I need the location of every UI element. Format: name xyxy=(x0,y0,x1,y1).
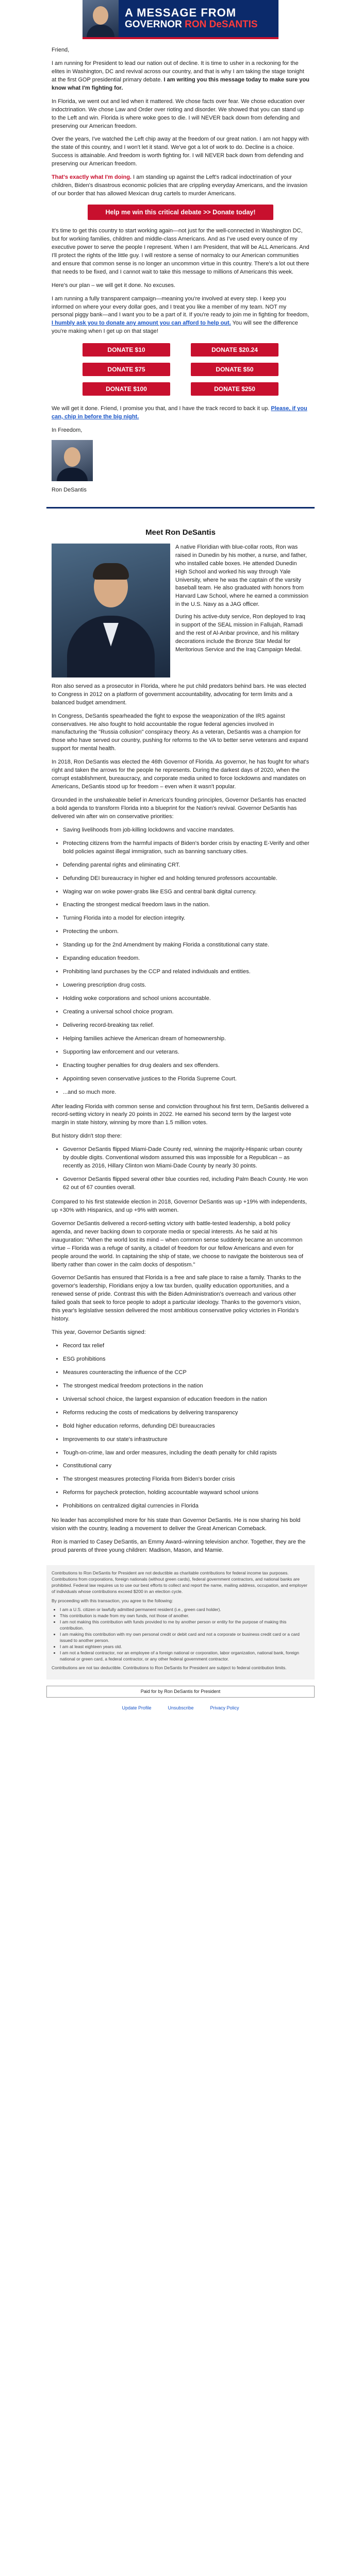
letter-paragraph: Over the years, I've watched the Left chip away at the freedom of our great nation. I am not happy with the state of this country, and I won't let it stand. We've got a lot of work to do. Decline is a choice. Success is attainable. And freedom is worth fighting for. I will NEVER back down from defending and preserving our American freedom. xyxy=(52,136,309,167)
bio-paragraph: In Congress, DeSantis spearheaded the fight to expose the weaponization of the IRS against conservatives. He also fought to hold accountable the rogue federal agencies involved in manufacturing the "Russia collusion" conspiracy theory. As a veteran, DeSantis was a champion for those who have served our country, pushing for reforms to the VA to better serve veterans and expand support for mental health. xyxy=(52,713,308,752)
list-item: • Protecting the unborn. xyxy=(63,928,309,936)
list-item: • Appointing seven conservative justices to the Florida Supreme Court. xyxy=(63,1075,309,1083)
update-profile-link[interactable]: Update Profile xyxy=(122,1705,152,1711)
letter-body xyxy=(46,39,315,495)
list-item: • Prohibiting land purchases by the CCP and related individuals and entities. xyxy=(63,968,309,976)
donate-button-100[interactable]: DONATE $100 xyxy=(83,382,170,396)
list-item: • Waging war on woke power-grabs like ESG and central bank digital currency. xyxy=(63,888,309,896)
disclaimer-text: Contributions to Ron DeSantis for President are not deductible as charitable contributions for federal income tax purposes. Contributions from corporations, foreign nationals (without green cards), federal government contractors, and national banks are prohibited. Federal law requires us to use our best efforts to collect and report the name, mailing address, occupation, and employer of individuals whose contributions exceed $200 in an election cycle. xyxy=(52,1570,307,1594)
signoff: In Freedom, xyxy=(52,427,83,434)
disclaimer-text: Contributions are not tax deductible. Contributions to Ron DeSantis for President are subject to federal contribution limits. xyxy=(52,1665,287,1671)
greeting: Friend, xyxy=(52,47,70,53)
list-item: • I am not making this contribution with funds provided to me by another person or entity for the purpose of making this contribution. xyxy=(60,1619,309,1632)
list-item: • The strongest medical freedom protections in the nation xyxy=(63,1382,309,1391)
donate-button-grid xyxy=(83,343,278,396)
bio-paragraph: Ron is married to Casey DeSantis, an Emmy Award–winning television anchor. Together, they are the proud parents of three young children: Madison, Mason, and Mamie. xyxy=(52,1539,306,1553)
email-header-banner xyxy=(83,0,278,39)
signature-name: Ron DeSantis xyxy=(52,487,87,494)
list-item: • Expanding education freedom. xyxy=(63,955,309,963)
list-item: • Saving livelihoods from job-killing lockdowns and vaccine mandates. xyxy=(63,826,309,835)
header-name: RON DeSANTIS xyxy=(185,19,258,30)
letter-paragraph: That's exactly what I'm doing. I am standing up against the Left's radical indoctrination of your children, Biden's disastrous economic policies that are crippling everyday Americans, and the invasion of our border that has allowed Mexican drug cartels to murder Americans. xyxy=(52,174,308,197)
bio-paragraph: Governor DeSantis has ensured that Florida is a free and safe place to raise a family. Thanks to the governor's leadership, Floridians enjoy a low tax burden, quality education opportunities, and a renewed sense of pride. Contrast this with the Biden Administration's overreach and various other failed goals that seek to force people to adopt a particular ideology. Thanks to the governor's vision, this year's legislative session delivered the most ambitious conservative policy victories in Florida's history. xyxy=(52,1275,301,1323)
list-item: • ...and so much more. xyxy=(63,1089,309,1097)
bio-paragraph: Ron also served as a prosecutor in Florida, where he put child predators behind bars. He was elected to Congress in 2012 on a platform of government accountability, advocating for term limits and a balanced budget amendment. xyxy=(52,683,306,706)
bio-paragraph: Compared to his first statewide election in 2018, Governor DeSantis was up +19% with independents, up +30% with Hispanics, and up +9% with women. xyxy=(52,1198,307,1213)
letter-paragraph: In Florida, we went out and led when it mattered. We chose facts over fear. We chose education over indoctrination. We chose Law and Order over rioting and disorder. We showed that you can stand up to the Left and win. Florida is where woke goes to die. I will NEVER back down from defending and preserving our American freedom. xyxy=(52,98,305,129)
disclaimer-text: By proceeding with this transaction, you agree to the following: xyxy=(52,1598,173,1603)
privacy-policy-link[interactable]: Privacy Policy xyxy=(210,1705,239,1711)
list-item: • ESG prohibitions xyxy=(63,1355,309,1364)
list-item: • Helping families achieve the American dream of homeownership. xyxy=(63,1035,309,1043)
list-item: • Standing up for the 2nd Amendment by making Florida a constitutional carry state. xyxy=(63,941,309,950)
emphasis-text: I am writing you this message today to make sure you know what I'm fighting for. xyxy=(52,76,309,91)
bio-section xyxy=(46,520,315,1555)
bio-intro xyxy=(52,544,309,677)
list-item: • Defending parental rights and eliminating CRT. xyxy=(63,861,309,870)
bio-paragraph: Governor DeSantis delivered a record-setting victory with battle-tested leadership, a bold policy agenda, and never backing down to corporate media or special interests. As he said at his inauguration: "When the world lost its mind – when common sense suddenly became an uncommon virtue – Florida was a refuge of sanity, a citadel of freedom for our fellow Americans and even for people around the world. In captaining the ship of state, we choose to navigate the boisterous sea of liberty rather than cower in the calm docks of despotism." xyxy=(52,1220,303,1268)
letter-paragraph: It's time to get this country to start working again—not just for the well-connected in Washington DC, but for working families, children and middle-class Americans. And as I've used every ounce of my executive power to serve the people I represent. When I am President, that will be ALL Americans. And I'll protect the rights of the little guy. I will restore a sense of normalcy to our American communities and ensure that common sense is no longer an uncommon virtue in this country. There's a lot out there that needs to be fixed, and I cannot wait to take this message to millions of Americans this week. xyxy=(52,228,309,275)
donate-inline-link[interactable]: I humbly ask you to donate any amount you can afford to help out. xyxy=(52,320,231,327)
candidate-header-photo xyxy=(83,0,119,37)
list-item: • Measures counteracting the influence of the CCP xyxy=(63,1369,309,1377)
legal-disclaimer xyxy=(46,1565,315,1680)
bio-paragraph: No leader has accomplished more for his state than Governor DeSantis. He is now sharing his bold vision with the country, leading a movement to deliver the Great American Comeback. xyxy=(52,1517,301,1532)
list-item: • Universal school choice, the largest expansion of education freedom in the nation xyxy=(63,1396,309,1404)
list-item: • Improvements to our state's infrastructure xyxy=(63,1436,309,1444)
letter-paragraph: Here's our plan – we will get it done. No excuses. xyxy=(52,282,175,289)
bio-paragraph: In 2018, Ron DeSantis was elected the 46th Governor of Florida. As governor, he has fought for what's right and taken the arrows for the people he represents. During the darkest days of 2020, when the corrupt establishment, bureaucracy, and corporate media united to force lockdowns and mandates on Americans, DeSantis stood up for freedom – even when it wasn't popular. xyxy=(52,759,309,790)
list-item: • Reforms reducing the costs of medications by delivering transparency xyxy=(63,1409,309,1417)
bio-side-text xyxy=(175,544,309,677)
bio-paragraph: After leading Florida with common sense and conviction throughout his first term, DeSantis delivered a record-setting victory in nearly 20 points in 2022. He earned his second term by the largest vote margin in state history, winning by more than 1.5 million votes. xyxy=(52,1103,309,1126)
terms-list xyxy=(60,1607,309,1662)
bio-paragraph: During his active-duty service, Ron deployed to Iraq in support of the SEAL mission in Fallujah, Ramadi and the rest of Al-Anbar province, and his military decorations include the Bronze Star Medal for Meritorious Service and the Iraq Campaign Medal. xyxy=(175,614,305,653)
list-item: • Turning Florida into a model for election integrity. xyxy=(63,914,309,923)
list-item: • Holding woke corporations and school unions accountable. xyxy=(63,995,309,1003)
letter-paragraph: I am running for President to lead our nation out of decline. It is time to usher in a reckoning for the elites in Washington, DC and revival across our country, and that is why I am taking the stage tonight at the first GOP presidential primary debate. I am writing you this message today to make sure you know what I'm fighting for. xyxy=(52,60,309,91)
bio-title: Meet Ron DeSantis xyxy=(145,528,216,537)
list-item: • I am making this contribution with my own personal credit or debit card and not a corporate or business credit card or a card issued to another person. xyxy=(60,1632,309,1644)
list-item: • Governor DeSantis flipped Miami-Dade County red, winning the majority-Hispanic urban county by double digits. Conventional wisdom assumed this was impossible for a Republican – as recently as 2016, Hillary Clinton won Miami-Dade County by nearly 30 points. xyxy=(63,1146,309,1171)
footer-links xyxy=(46,1705,315,1722)
list-item: • Enacting the strongest medical freedom laws in the nation. xyxy=(63,901,309,909)
unsubscribe-link[interactable]: Unsubscribe xyxy=(168,1705,194,1711)
closing-paragraph: We will get it done. Friend, I promise you that, and I have the track record to back it up. Please, if you can, chip in before the big night. xyxy=(52,405,307,420)
history-list xyxy=(63,1146,309,1192)
list-item: • I am at least eighteen years old. xyxy=(60,1644,309,1650)
list-item: • Prohibitions on centralized digital currencies in Florida xyxy=(63,1502,309,1511)
emphasis-red: That's exactly what I'm doing. xyxy=(52,174,132,181)
list-item: • Supporting law enforcement and our veterans. xyxy=(63,1048,309,1057)
header-prefix: GOVERNOR xyxy=(125,19,182,30)
bio-paragraph: Grounded in the unshakeable belief in America's founding principles, Governor DeSantis has enacted a bold agenda to transform Florida into a blueprint for the Nation's revival. Governor DeSantis has delivered win after win on conservative priorities: xyxy=(52,797,306,820)
list-item: • Defunding DEI bureaucracy in higher ed and holding tenured professors accountable. xyxy=(63,875,309,883)
header-line1: A MESSAGE FROM xyxy=(125,6,237,19)
bio-paragraph: A native Floridian with blue-collar roots, Ron was raised in Dunedin by his mother, a nurse, and father, who installed cable boxes. He attended Dunedin High School and worked his way through Yale University, where he was the captain of the varsity baseball team. He also graduated with honors from Harvard Law School, where he earned a commission in the U.S. Navy as a JAG officer. xyxy=(175,544,309,608)
list-item: • Reforms for paycheck protection, holding accountable wayward school unions xyxy=(63,1489,309,1497)
list-item: • Creating a universal school choice program. xyxy=(63,1008,309,1016)
signed-list xyxy=(63,1342,309,1511)
wins-list xyxy=(63,826,309,1097)
list-item: • I am a U.S. citizen or lawfully admitted permanent resident (i.e., green card holder). xyxy=(60,1607,309,1613)
header-line2 xyxy=(125,19,278,30)
donate-button-75[interactable]: DONATE $75 xyxy=(83,363,170,376)
donate-button-10[interactable]: DONATE $10 xyxy=(83,343,170,357)
paid-for-box: Paid for by Ron DeSantis for President xyxy=(46,1686,315,1698)
donate-button-250[interactable]: DONATE $250 xyxy=(191,382,278,396)
list-item: • Lowering prescription drug costs. xyxy=(63,981,309,990)
list-item: • Tough-on-crime, law and order measures, including the death penalty for child rapists xyxy=(63,1449,309,1458)
list-item: • Enacting tougher penalties for drug dealers and sex offenders. xyxy=(63,1062,309,1070)
bio-portrait xyxy=(52,544,170,677)
chip-in-link[interactable]: Please, if you can, chip in before the big night. xyxy=(52,405,307,420)
letter-paragraph: I am running a fully transparent campaign—meaning you're involved at every step. I keep you informed on where your every dollar goes, and I treat you like a member of my team. NOT my personal piggy bank—and I want you to be a part of it. If you're ready to join me in fighting for freedom, I humbly ask you to donate any amount you can afford to help out. You will see the difference you're making when I get up on that stage! xyxy=(52,295,309,335)
signature-photo xyxy=(52,440,93,481)
bio-paragraph: But history didn't stop there: xyxy=(52,1133,122,1140)
donate-cta-banner[interactable]: Help me win this critical debate >> Donate today! xyxy=(88,205,273,220)
list-item: • The strongest measures protecting Florida from Biden's border crisis xyxy=(63,1476,309,1484)
bio-paragraph: This year, Governor DeSantis signed: xyxy=(52,1329,146,1336)
list-item: • This contribution is made from my own funds, not those of another. xyxy=(60,1613,309,1619)
section-divider xyxy=(46,507,315,509)
list-item: • Record tax relief xyxy=(63,1342,309,1350)
list-item: • Delivering record-breaking tax relief. xyxy=(63,1022,309,1030)
header-text xyxy=(119,0,278,37)
donate-button-20-24[interactable]: DONATE $20.24 xyxy=(191,343,278,357)
list-item: • Governor DeSantis flipped several other blue counties red, including Palm Beach County. He won 62 out of 67 counties overall. xyxy=(63,1176,309,1192)
list-item: • Protecting citizens from the harmful impacts of Biden's border crisis by enacting E-Verify and other bold policies against illegal immigration, such as banning sanctuary cities. xyxy=(63,840,309,856)
list-item: • Bold higher education reforms, defunding DEI bureaucracies xyxy=(63,1422,309,1431)
list-item: • Constitutional carry xyxy=(63,1462,309,1470)
donate-button-50[interactable]: DONATE $50 xyxy=(191,363,278,376)
list-item: • I am not a federal contractor, nor an employee of a foreign national or corporation, labor organization, national bank, foreign national or green card, a federal contractor, or any other federal government contractor. xyxy=(60,1650,309,1663)
